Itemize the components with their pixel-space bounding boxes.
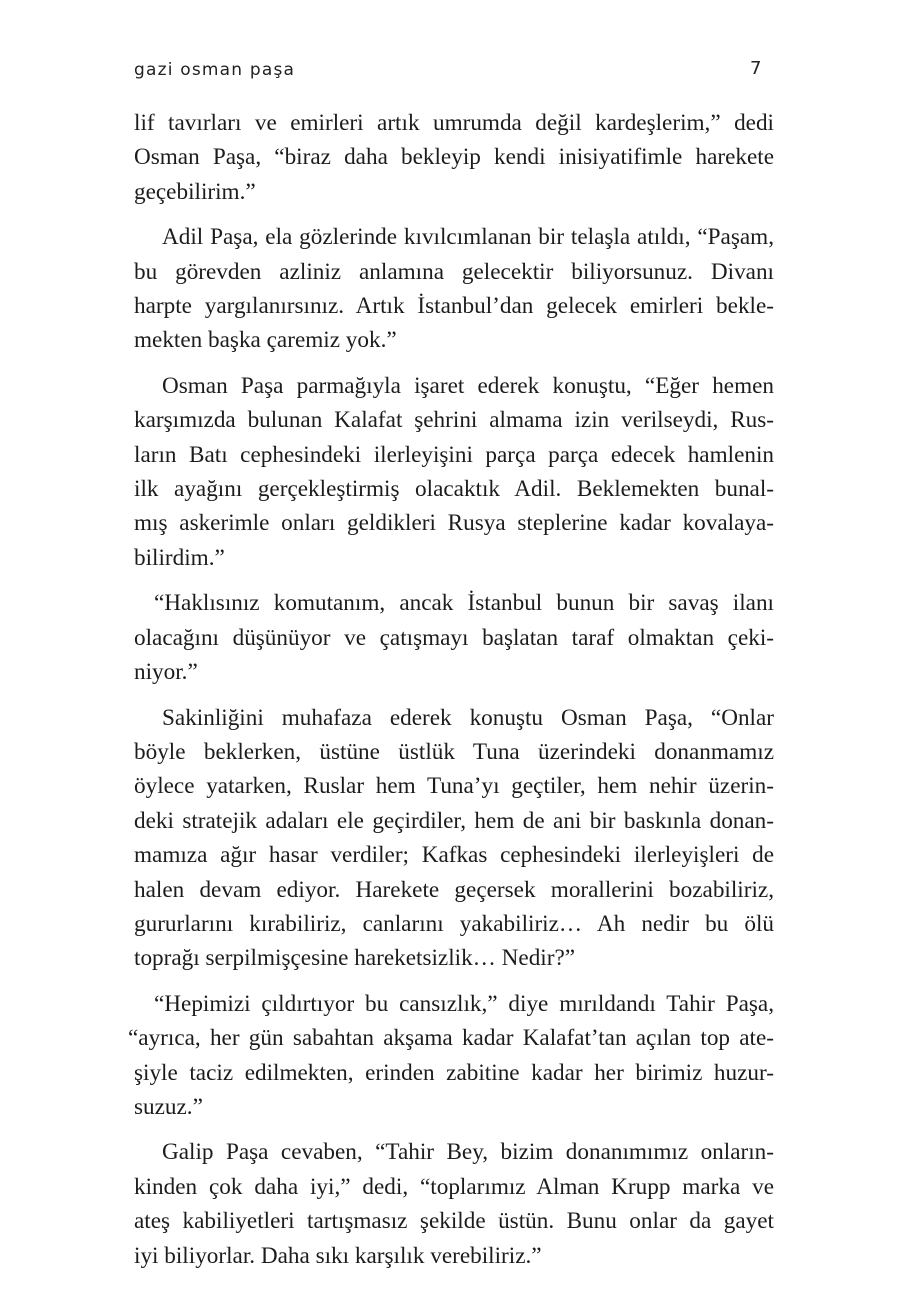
text-line: Osman Paşa, “biraz daha bekleyip kendi inisiyatifimle harekete: [134, 144, 774, 171]
text-line: Adil Paşa, ela gözlerinde kıvılcımlanan bir telaşla atıldı, “Paşam,: [162, 224, 774, 251]
text-line: mış askerimle onları geldikleri Rusya steplerine kadar kovalaya-: [134, 510, 774, 537]
text-line: lif tavırları ve emirleri artık umrumda değil kardeşlerim,” dedi: [134, 110, 774, 136]
page-number: 7: [750, 58, 762, 79]
text-line: toprağı serpilmişçesine hareketsizlik… Nedir?”: [134, 945, 576, 972]
text-line: Sakinliğini muhafaza ederek konuştu Osman Paşa, “Onlar: [162, 704, 774, 731]
text-line: mekten başka çaremiz yok.”: [134, 327, 397, 354]
text-line: şiyle taciz edilmekten, erinden zabitine kadar her birimiz huzur-: [134, 1059, 774, 1086]
text-line: öylece yatarken, Ruslar hem Tuna’yı geçtiler, hem nehir üzerin-: [134, 773, 774, 800]
text-line: halen devam ediyor. Harekete geçersek morallerini bozabiliriz,: [134, 876, 774, 903]
text-line: niyor.”: [134, 659, 198, 686]
body-text: [128, 106, 774, 1284]
paragraph: [134, 106, 774, 209]
paragraph: [134, 220, 774, 358]
text-line: bu görevden azliniz anlamına gelecektir biliyorsunuz. Divanı: [134, 258, 774, 285]
text-line: “Hepimizi çıldırtıyor bu cansızlık,” diye mırıldandı Tahir Paşa,: [154, 990, 774, 1017]
text-line: “ayrıca, her gün sabahtan akşama kadar Kalafat’tan açılan top ate-: [128, 1025, 774, 1052]
text-line: harpte yargılanırsınız. Artık İstanbul’dan gelecek emirleri bekle-: [134, 293, 774, 320]
text-line: olacağını düşünüyor ve çatışmayı başlatan taraf olmaktan çeki-: [134, 624, 774, 651]
text-line: iyi biliyorlar. Daha sıkı karşılık verebiliriz.”: [134, 1242, 542, 1269]
paragraph: [134, 369, 774, 575]
text-line: karşımızda bulunan Kalafat şehrini almama izin verilseydi, Rus-: [134, 407, 774, 434]
text-line: ateş kabiliyetleri tartışmasız şekilde üstün. Bunu onlar da gayet: [134, 1208, 774, 1235]
paragraph: [134, 1135, 774, 1273]
text-line: kinden çok daha iyi,” dedi, “toplarımız Alman Krupp marka ve: [134, 1173, 774, 1200]
running-head: gazi osman paşa: [134, 60, 296, 80]
text-line: böyle beklerken, üstüne üstlük Tuna üzerindeki donanmamız: [134, 738, 774, 765]
text-line: mamıza ağır hasar verdiler; Kafkas cephesindeki ilerleyişleri de: [134, 842, 774, 869]
text-line: deki stratejik adaları ele geçirdiler, hem de ani bir baskınla donan-: [134, 807, 774, 834]
text-line: bilirdim.”: [134, 544, 225, 571]
text-line: “Haklısınız komutanım, ancak İstanbul bunun bir savaş ilanı: [154, 590, 774, 617]
text-line: Osman Paşa parmağıyla işaret ederek konuştu, “Eğer hemen: [162, 372, 774, 399]
paragraph: [134, 586, 774, 689]
text-line: gururlarını kırabiliriz, canlarını yakabiliriz… Ah nedir bu ölü: [134, 910, 774, 937]
text-line: ilk ayağını gerçekleştirmiş olacaktık Adil. Beklemekten bunal-: [134, 476, 774, 503]
text-line: ların Batı cephesindeki ilerleyişini parça parça edecek hamlenin: [134, 441, 774, 468]
text-line: suzuz.”: [134, 1093, 203, 1120]
text-line: geçebilirim.”: [134, 178, 256, 205]
text-line: Galip Paşa cevaben, “Tahir Bey, bizim donanımımız onların-: [162, 1139, 774, 1166]
paragraph: [128, 987, 774, 1125]
paragraph: [134, 701, 774, 976]
